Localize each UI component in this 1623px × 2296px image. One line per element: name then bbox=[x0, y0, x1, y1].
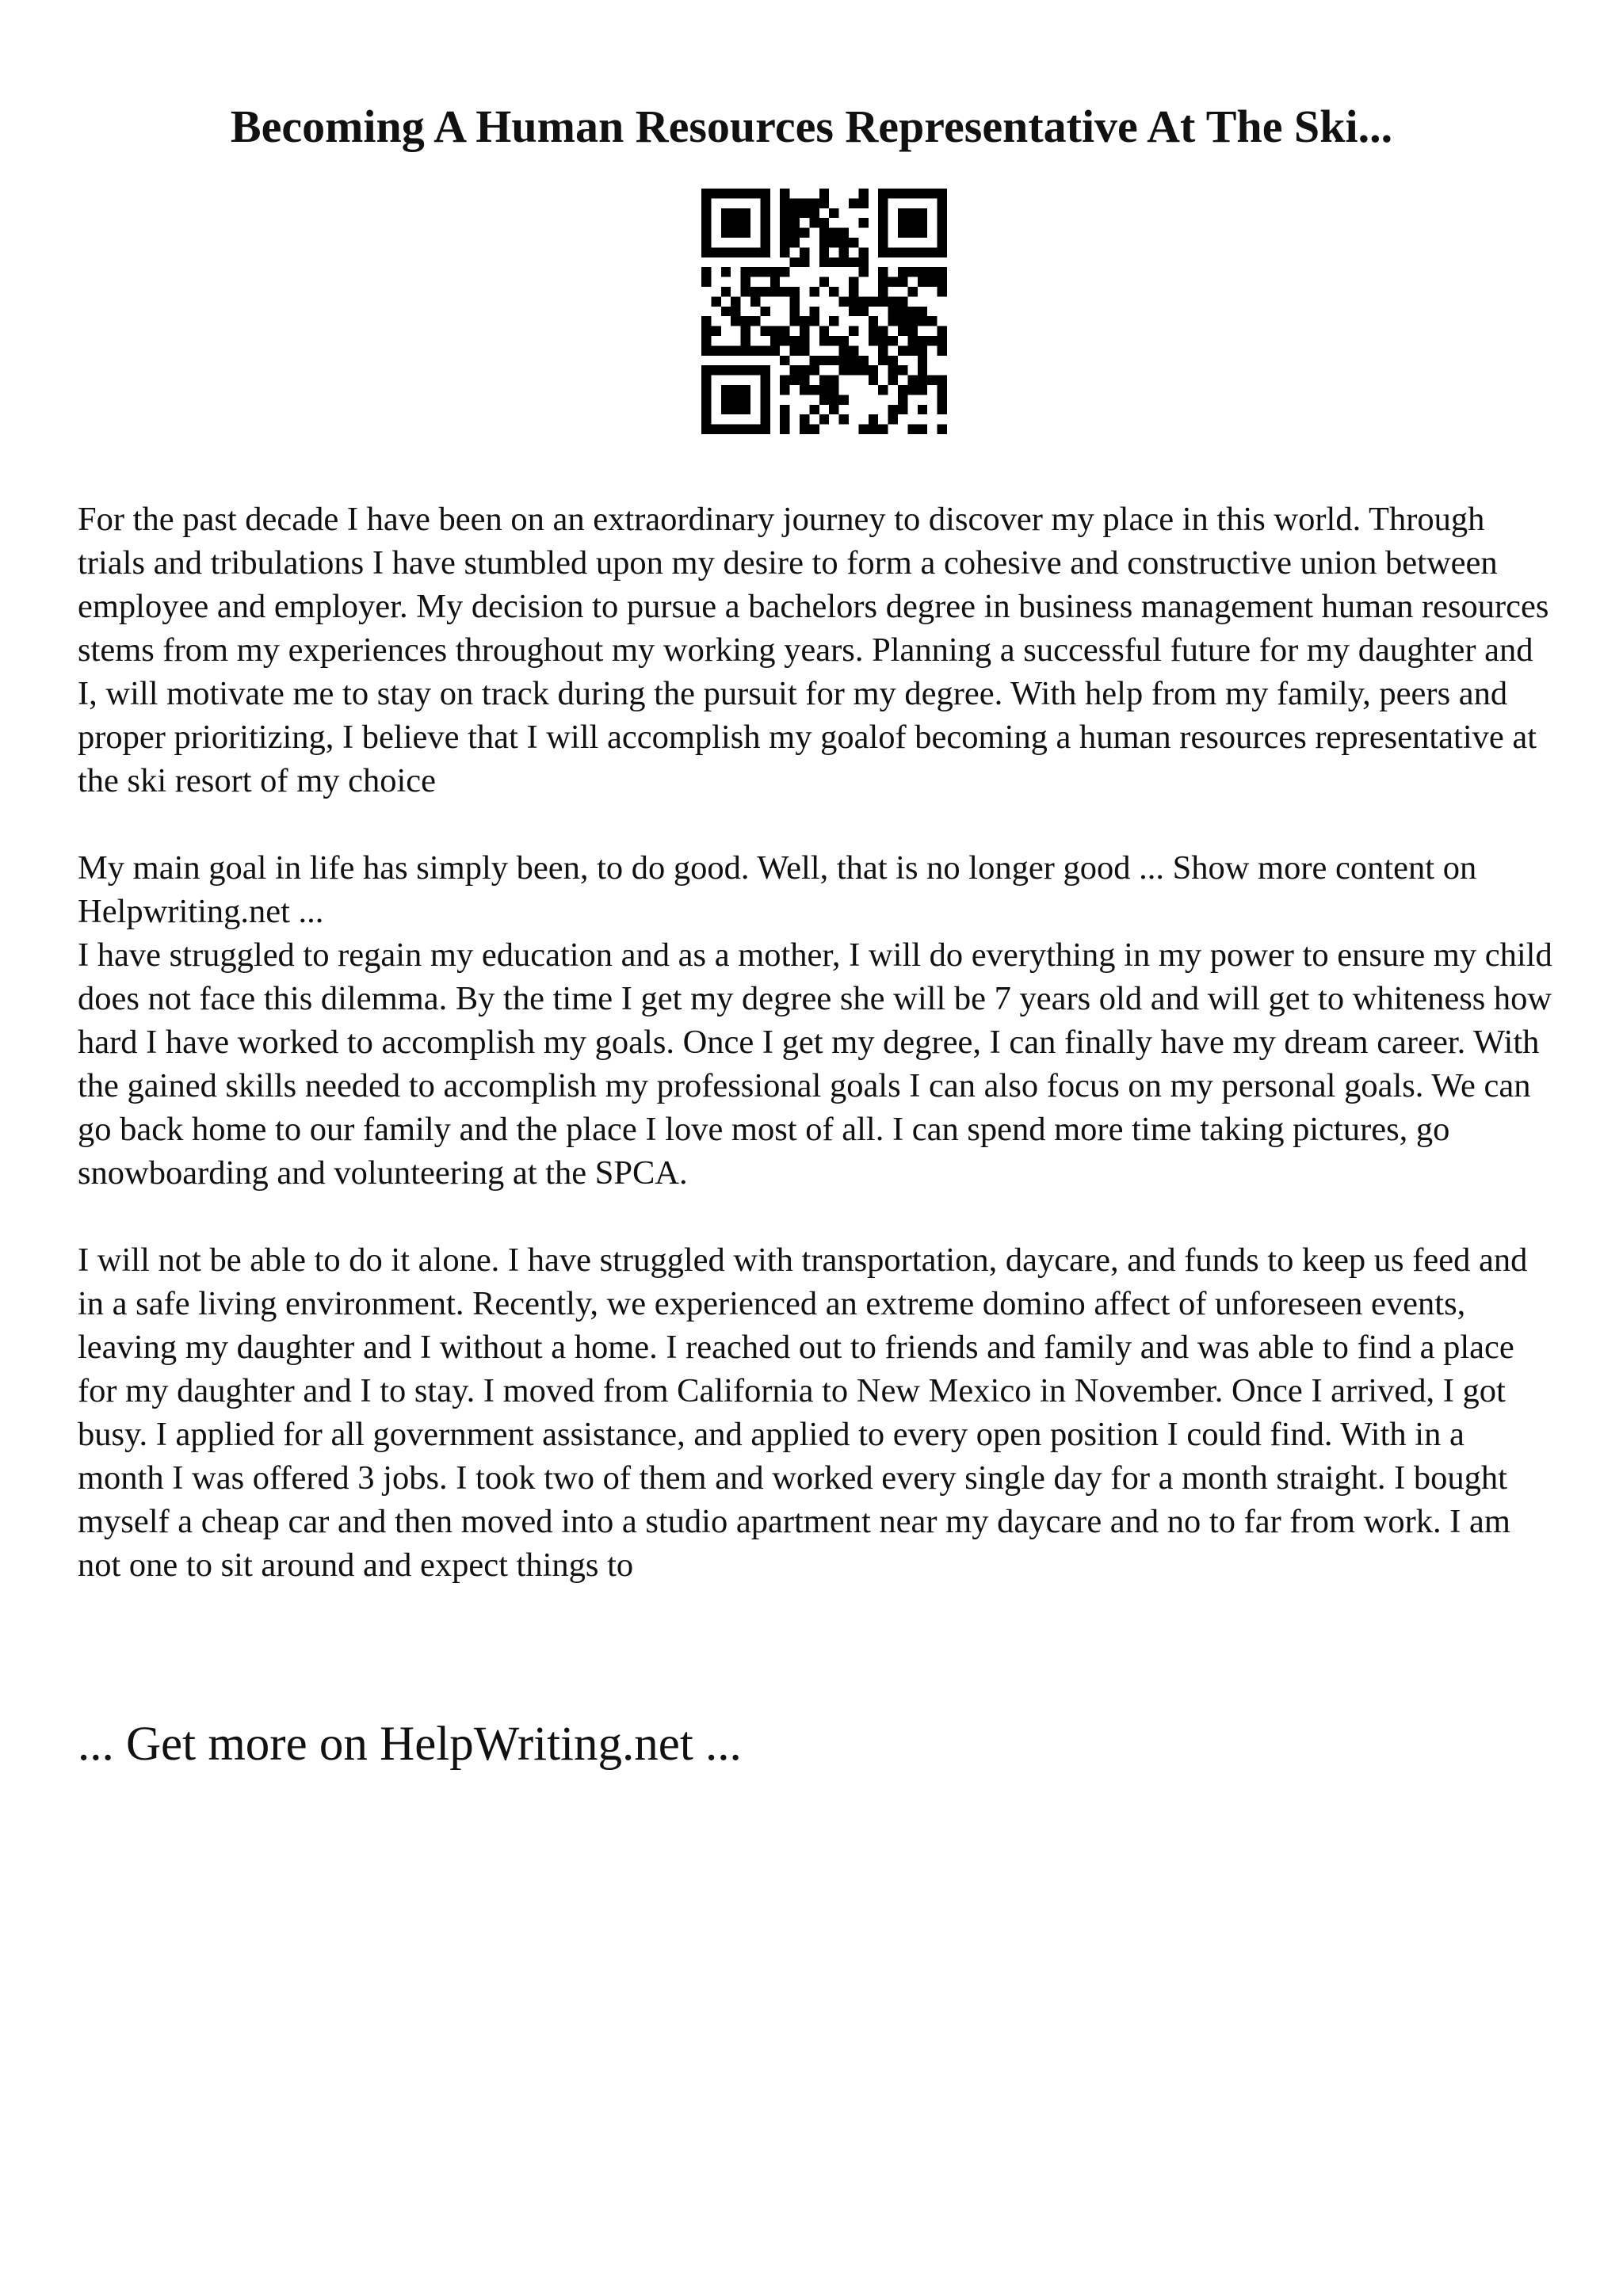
document-body bbox=[78, 498, 1556, 1587]
paragraph-3: I have struggled to regain my education and as a mother, I will do everything in my power to ensure my child does not face this dilemma. By the time I get my degree she will be 7 years old and will get to whiteness how hard I have worked to accomplish my goals. Once I get my degree, I can finally have my dream career. With the gained skills needed to accomplish my professional goals I can also focus on my personal goals. We can go back home to our family and the place I love most of all. I can spend more time taking pictures, go snowboarding and volunteering at the SPCA. bbox=[78, 936, 1552, 1192]
paragraph-1: For the past decade I have been on an extraordinary journey to discover my place in this world. Through trials and tribulations I have stumbled upon my desire to form a cohesive and constructive union between employee and employer. My decision to pursue a bachelors degree in business management human resources stems from my experiences throughout my working years. Planning a successful future for my daughter and I, will motivate me to stay on track during the pursuit for my degree. With help from my family, peers and proper prioritizing, I believe that I will accomplish my goalof becoming a human resources representative at the ski resort of my choice bbox=[78, 501, 1549, 799]
paragraph-2: My main goal in life has simply been, to do good. Well, that is no longer good ... Show more content on Helpwriting.net ... bbox=[78, 849, 1477, 930]
get-more-link[interactable]: ... Get more on HelpWriting.net ... bbox=[78, 1718, 742, 1771]
document-title: Becoming A Human Resources Representative At The Ski... bbox=[230, 101, 1393, 152]
paragraph-4: I will not be able to do it alone. I have struggled with transportation, daycare, and funds to keep us feed and in a safe living environment. Recently, we experienced an extreme domino affect of unforeseen events, leaving my daughter and I without a home. I reached out to friends and family and was able to find a place for my daughter and I to stay. I moved from California to New Mexico in November. Once I arrived, I got busy. I applied for all government assistance, and applied to every open position I could find. With in a month I was offered 3 jobs. I took two of them and worked every single day for a month straight. I bought myself a cheap car and then moved into a studio apartment near my daycare and no to far from work. I am not one to sit around and expect things to bbox=[78, 1241, 1528, 1584]
qr-code-icon bbox=[701, 189, 947, 434]
